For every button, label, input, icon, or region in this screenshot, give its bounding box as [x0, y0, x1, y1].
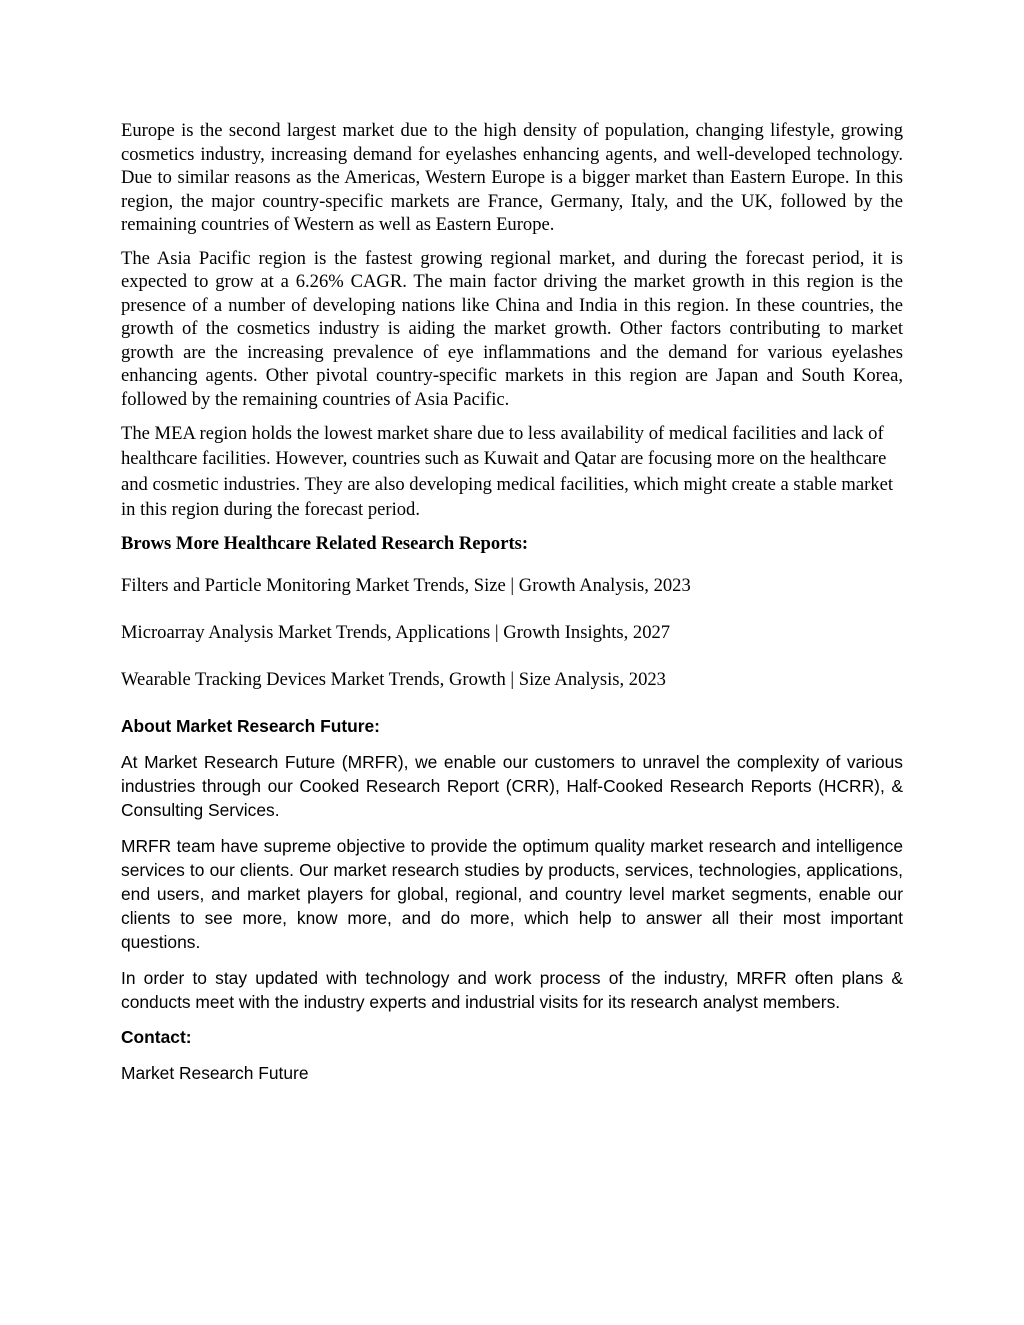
report-link-filters[interactable]: Filters and Particle Monitoring Market Trends, Size | Growth Analysis, 2023: [121, 575, 691, 597]
report-link-wearable[interactable]: Wearable Tracking Devices Market Trends, Growth | Size Analysis, 2023: [121, 669, 666, 691]
related-reports-heading: Brows More Healthcare Related Research Reports:: [121, 533, 529, 555]
report-link-microarray[interactable]: Microarray Analysis Market Trends, Applications | Growth Insights, 2027: [121, 622, 671, 644]
document-page: [121, 119, 903, 1097]
about-paragraph-1: At Market Research Future (MRFR), we enable our customers to unravel the complexity of various industries through our Cooked Research Report (CRR), Half-Cooked Research Reports (HCRR), & Consulting Services.: [121, 752, 903, 821]
about-heading: About Market Research Future:: [121, 716, 380, 737]
about-paragraph-3: In order to stay updated with technology and work process of the industry, MRFR often plans & conducts meet with the industry experts and industrial visits for its research analyst members.: [121, 968, 903, 1013]
mea-paragraph: The MEA region holds the lowest market share due to less availability of medical facilities and lack of healthcare facilities. However, countries such as Kuwait and Qatar are focusing more on the healthcare and cosmetic industries. They are also developing medical facilities, which might create a stable market in this region during the forecast period.: [121, 423, 894, 520]
europe-paragraph: Europe is the second largest market due to the high density of population, changing lifestyle, growing cosmetics industry, increasing demand for eyelashes enhancing agents, and well-developed technology. Due to similar reasons as the Americas, Western Europe is a bigger market than Eastern Europe. In this region, the major country-specific markets are France, Germany, Italy, and the UK, followed by the remaining countries of Western as well as Eastern Europe.: [121, 120, 903, 235]
contact-heading: Contact:: [121, 1027, 192, 1048]
about-paragraph-2: MRFR team have supreme objective to provide the optimum quality market research and intelligence services to our clients. Our market research studies by products, services, technologies, applications, end users, and market players for global, regional, and country level market segments, enable our clients to see more, know more, and do more, which help to answer all their most important questions.: [121, 836, 903, 953]
asia-pacific-paragraph: The Asia Pacific region is the fastest growing regional market, and during the forecast period, it is expected to grow at a 6.26% CAGR. The main factor driving the market growth in this region is the presence of a number of developing nations like China and India in this region. In these countries, the growth of the cosmetics industry is aiding the market growth. Other factors contributing to market growth are the increasing prevalence of eye inflammations and the demand for various eyelashes enhancing agents. Other pivotal country-specific markets in this region are Japan and South Korea, followed by the remaining countries of Asia Pacific.: [121, 247, 903, 410]
contact-company: Market Research Future: [121, 1063, 309, 1084]
